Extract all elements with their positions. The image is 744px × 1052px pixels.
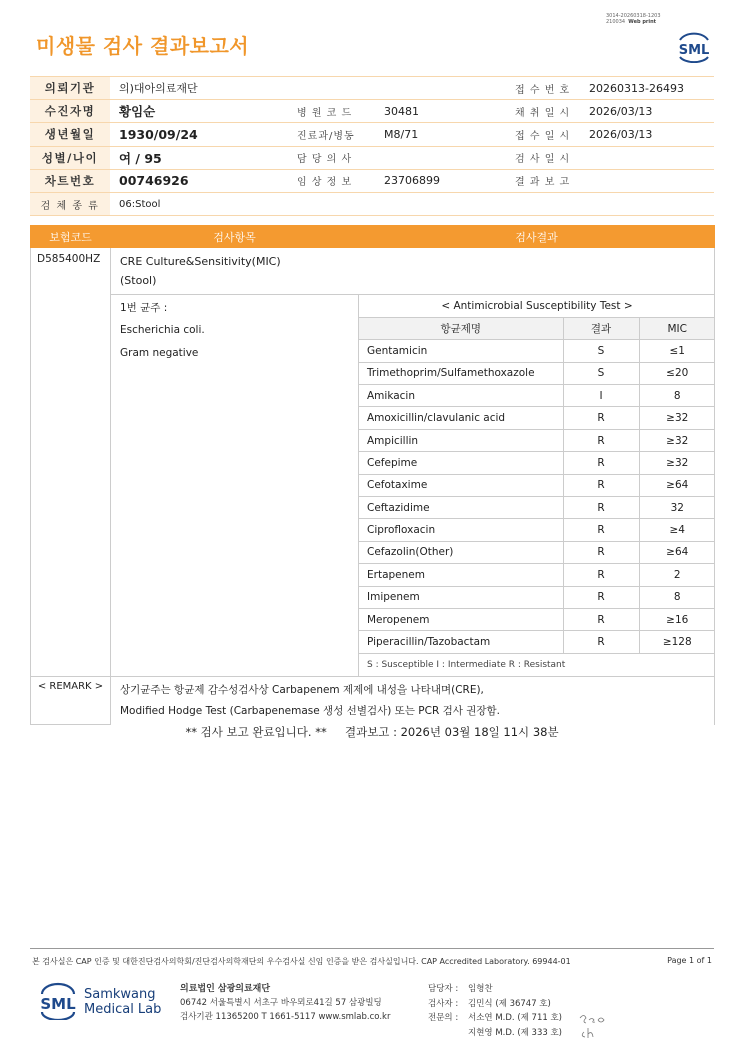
- test-name-cell: [111, 248, 715, 295]
- specimen: (Stool): [120, 274, 157, 287]
- ast-title: < Antimicrobial Susceptibility Test >: [359, 295, 715, 317]
- ast-cell: [359, 295, 715, 677]
- ast-header-row: [359, 317, 715, 339]
- staff-name: 지현영 M.D. (제 333 호): [468, 1027, 563, 1038]
- ast-row: [359, 541, 715, 563]
- ast-drug: Ceftazidime: [359, 497, 563, 519]
- info-row: [30, 100, 714, 123]
- footer-staff: [428, 982, 562, 1040]
- info-value: [580, 169, 714, 192]
- ast-row: [359, 385, 715, 407]
- ast-row: [359, 586, 715, 608]
- col-item-header: 검사항목: [111, 226, 359, 248]
- ast-drug: Gentamicin: [359, 340, 563, 362]
- remark-line2: Modified Hodge Test (Carbapenemase 생성 선별검사) 또는 PCR 검사 권장함.: [120, 704, 500, 717]
- ast-legend-row: [359, 653, 715, 675]
- info-value: 23706899: [375, 169, 499, 192]
- ast-row: [359, 362, 715, 384]
- brand-line1: Samkwang: [84, 987, 156, 1002]
- test-name: CRE Culture&Sensitivity(MIC): [120, 255, 281, 268]
- ast-row: [359, 474, 715, 496]
- ast-mic: ≥64: [639, 541, 715, 563]
- info-row: [30, 146, 714, 169]
- info-value: 20260313-26493: [580, 77, 714, 100]
- info-label: 결 과 보 고: [499, 169, 580, 192]
- ast-row: [359, 497, 715, 519]
- info-value: 의)대아의료재단: [110, 77, 499, 100]
- remark-text: [111, 676, 715, 725]
- ast-result: R: [563, 519, 639, 541]
- ast-mic: ≥128: [639, 631, 715, 653]
- ast-row: [359, 564, 715, 586]
- insurance-code: D585400HZ: [31, 248, 111, 677]
- info-label: 병 원 코 드: [281, 100, 375, 123]
- ast-mic: 8: [639, 586, 715, 608]
- org-name: 의료법인 삼광의료재단: [180, 984, 271, 994]
- info-value: [580, 146, 714, 169]
- ast-result: R: [563, 608, 639, 630]
- info-value: 황임순: [110, 100, 281, 123]
- ast-header-result: 결과: [563, 317, 639, 339]
- ast-drug: Meropenem: [359, 608, 563, 630]
- sml-footer-logo-icon: [36, 980, 80, 1020]
- info-value: 06:Stool: [110, 192, 714, 215]
- ast-mic: ≥32: [639, 407, 715, 429]
- top-logo-text: SML: [678, 43, 710, 58]
- info-row: [30, 77, 714, 100]
- ast-row: [359, 429, 715, 451]
- organism-label: 1번 균주 :: [120, 302, 168, 314]
- ast-mic: ≤1: [639, 340, 715, 362]
- ast-result: R: [563, 497, 639, 519]
- info-row: [30, 169, 714, 192]
- page-number: Page 1 of 1: [667, 956, 712, 965]
- result-table: [30, 225, 715, 725]
- ast-result: R: [563, 474, 639, 496]
- info-label: 진료과/병동: [281, 123, 375, 146]
- ast-row: [359, 452, 715, 474]
- ast-result: R: [563, 564, 639, 586]
- info-label: 성별/나이: [30, 146, 110, 169]
- print-label: Web print: [628, 19, 657, 25]
- ast-result: I: [563, 385, 639, 407]
- ast-result: R: [563, 541, 639, 563]
- staff-label: 담당자 :: [428, 984, 459, 994]
- info-value: 30481: [375, 100, 499, 123]
- ast-row: [359, 519, 715, 541]
- ast-drug: Cefazolin(Other): [359, 541, 563, 563]
- remark-row: [31, 676, 715, 725]
- ast-drug: Amikacin: [359, 385, 563, 407]
- info-label: 임 상 정 보: [281, 169, 375, 192]
- info-label: 차트번호: [30, 169, 110, 192]
- ast-header-mic: MIC: [639, 317, 715, 339]
- footer-divider: [30, 948, 714, 949]
- staff-name: 임형찬: [468, 984, 493, 994]
- test-row: [31, 248, 715, 295]
- ast-drug: Ertapenem: [359, 564, 563, 586]
- info-value: 1930/09/24: [110, 123, 281, 146]
- ast-drug: Imipenem: [359, 586, 563, 608]
- organism-name: Escherichia coli.: [120, 324, 205, 337]
- ast-body: [359, 340, 715, 653]
- footer-logo-text: SML: [40, 995, 76, 1013]
- ast-result: R: [563, 452, 639, 474]
- remark-label: < REMARK >: [31, 676, 111, 725]
- ast-table: [359, 295, 715, 676]
- info-label: 생년월일: [30, 123, 110, 146]
- info-value: [375, 146, 499, 169]
- ast-drug: Cefepime: [359, 452, 563, 474]
- ast-row: [359, 407, 715, 429]
- ast-result: R: [563, 631, 639, 653]
- ast-drug: Trimethoprim/Sulfamethoxazole: [359, 362, 563, 384]
- print-id-line1: 3014-20260318-1203: [606, 13, 661, 19]
- ast-mic: ≥4: [639, 519, 715, 541]
- ast-drug: Piperacillin/Tazobactam: [359, 631, 563, 653]
- info-value: 00746926: [110, 169, 281, 192]
- print-id-line2: 210034: [606, 19, 626, 25]
- org-contact: 검사기관 11365200 T 1661-5117 www.smlab.co.kr: [180, 1012, 391, 1022]
- footer-note: 본 검사실은 CAP 인증 및 대한진단검사의학회/진단검사의학재단의 우수검사실 신임 인증을 받은 검사실입니다. CAP Accredited Laboratory. 69944-01: [32, 957, 571, 966]
- print-id: [606, 13, 661, 25]
- ast-header-drug: 항균제명: [359, 317, 563, 339]
- info-label: 접 수 번 호: [499, 77, 580, 100]
- col-result-header: 검사결과: [359, 226, 715, 248]
- footer-org: [180, 982, 390, 1024]
- completion-notice: ** 검사 보고 완료입니다. ** 결과보고 : 2026년 03월 18일 11시 38분: [185, 725, 559, 739]
- ast-result: R: [563, 407, 639, 429]
- ast-mic: 32: [639, 497, 715, 519]
- ast-drug: Ampicillin: [359, 429, 563, 451]
- info-label: 접 수 일 시: [499, 123, 580, 146]
- info-value: 2026/03/13: [580, 100, 714, 123]
- info-value: 여 / 95: [110, 146, 281, 169]
- ast-mic: 2: [639, 564, 715, 586]
- ast-mic: 8: [639, 385, 715, 407]
- ast-mic: ≥32: [639, 429, 715, 451]
- ast-drug: Amoxicillin/clavulanic acid: [359, 407, 563, 429]
- ast-mic: ≤20: [639, 362, 715, 384]
- ast-row: [359, 631, 715, 653]
- patient-info-table: [30, 76, 714, 216]
- ast-row: [359, 340, 715, 362]
- info-value: 2026/03/13: [580, 123, 714, 146]
- info-row: [30, 123, 714, 146]
- brand-line2: Medical Lab: [84, 1002, 162, 1017]
- info-label: 검 사 일 시: [499, 146, 580, 169]
- info-label: 의뢰기관: [30, 77, 110, 100]
- info-value: M8/71: [375, 123, 499, 146]
- footer-brand: [84, 987, 161, 1017]
- info-label: 검 체 종 류: [30, 192, 110, 215]
- ast-mic: ≥64: [639, 474, 715, 496]
- ast-legend: S : Susceptible I : Intermediate R : Resistant: [367, 659, 566, 670]
- ast-result: R: [563, 429, 639, 451]
- ast-drug: Ciprofloxacin: [359, 519, 563, 541]
- signature-icon: [576, 1010, 610, 1040]
- ast-result: S: [563, 362, 639, 384]
- result-header-row: [31, 226, 715, 248]
- info-label: 수진자명: [30, 100, 110, 123]
- info-row: [30, 192, 714, 215]
- report-title: 미생물 검사 결과보고서: [36, 34, 250, 58]
- staff-label: 검사자 :: [428, 998, 459, 1009]
- staff-label: 전문의 :: [428, 1013, 459, 1023]
- info-label: 담 당 의 사: [281, 146, 375, 169]
- col-code-header: 보험코드: [31, 226, 111, 248]
- organism-cell: [111, 295, 359, 677]
- ast-row: [359, 608, 715, 630]
- ast-result: S: [563, 340, 639, 362]
- staff-name: 김민식 (제 36747 호): [468, 998, 551, 1009]
- org-address: 06742 서울특별시 서초구 바우뫼로41길 57 삼광빌딩: [180, 998, 382, 1008]
- ast-drug: Cefotaxime: [359, 474, 563, 496]
- ast-mic: ≥16: [639, 608, 715, 630]
- sml-logo-icon: [674, 27, 714, 63]
- info-label: 채 취 일 시: [499, 100, 580, 123]
- remark-line1: 상기균주는 항균제 감수성검사상 Carbapenem 제제에 내성을 나타내며(CRE),: [120, 683, 484, 696]
- gram-stain: Gram negative: [120, 346, 199, 359]
- ast-result: R: [563, 586, 639, 608]
- ast-mic: ≥32: [639, 452, 715, 474]
- organism-row: [31, 295, 715, 677]
- staff-name: 서소연 M.D. (제 711 호): [468, 1013, 563, 1023]
- ast-title-row: [359, 295, 715, 317]
